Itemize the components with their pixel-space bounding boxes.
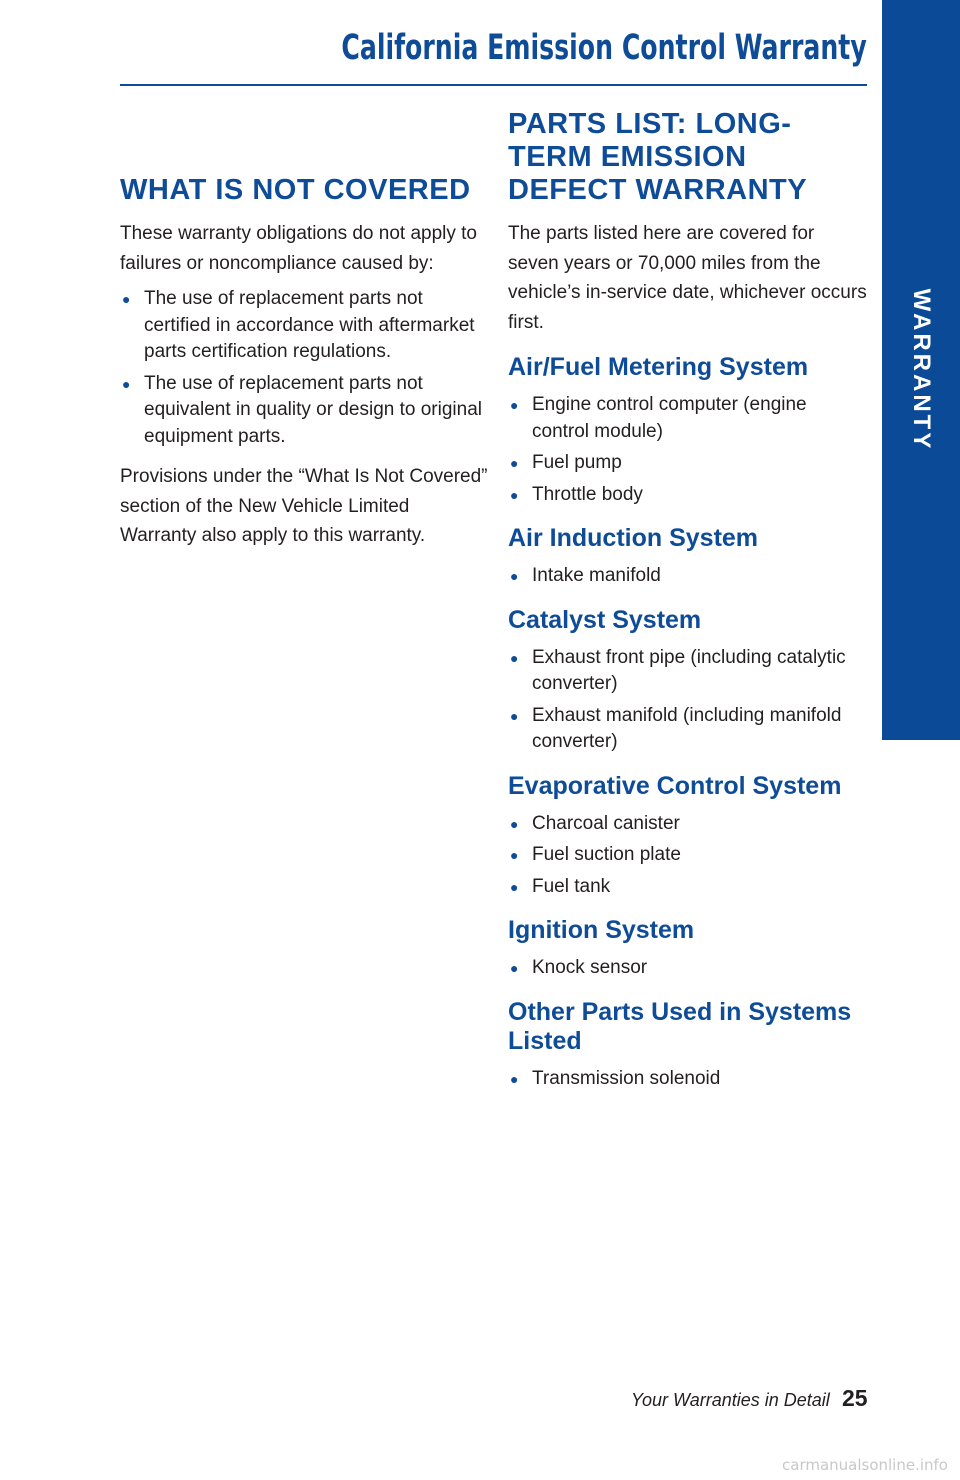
bullet-icon: ● — [510, 1070, 519, 1087]
list-item — [120, 371, 490, 451]
list-item-text: Exhaust front pipe (including catalytic converter) — [532, 646, 846, 694]
list-item-text: The use of replacement parts not certified in accordance with aftermarket parts certification regulations. — [144, 288, 475, 362]
subheading-air-fuel-metering: Air/Fuel Metering System — [508, 353, 809, 381]
list-item — [508, 703, 868, 756]
bullet-icon: ● — [510, 486, 519, 503]
side-section-tab-label: WARRANTY — [908, 288, 935, 452]
subheading-evaporative-control: Evaporative Control System — [508, 771, 842, 800]
subheading-catalyst: Catalyst System — [508, 605, 702, 634]
list-item-text: Fuel tank — [532, 875, 611, 897]
bullet-icon: ● — [510, 878, 519, 895]
list-item-text: Charcoal canister — [532, 812, 680, 834]
parts-list — [508, 811, 868, 901]
right-column — [508, 108, 868, 1097]
list-item — [508, 955, 868, 982]
list-item — [508, 482, 868, 509]
bullet-icon: ● — [510, 568, 519, 584]
subheading-other-parts: Other Parts Used in Systems Listed — [508, 997, 852, 1055]
watermark-text: carmanualsonline.info — [782, 1456, 948, 1474]
intro-paragraph: The parts listed here are covered for seven years or 70,000 miles from the vehicle’s in-service date, whichever occurs first. — [508, 223, 867, 333]
list-item — [508, 563, 868, 590]
provisions-paragraph: Provisions under the “What Is Not Covered” section of the New Vehicle Limited Warranty also apply to this warranty. — [120, 466, 488, 546]
list-item — [508, 874, 868, 901]
parts-list — [508, 645, 868, 756]
list-item-text: Intake manifold — [532, 565, 661, 586]
list-item-text: The use of replacement parts not equivalent in quality or design to original equipment parts. — [144, 372, 482, 447]
page-header-title: California Emission Control Warranty — [341, 28, 867, 68]
list-item — [508, 1066, 868, 1093]
bullet-icon: ● — [510, 649, 519, 666]
bullet-icon: ● — [510, 455, 519, 471]
list-item-text: Transmission solenoid — [532, 1067, 721, 1089]
bullet-icon: ● — [510, 707, 519, 724]
parts-list — [508, 955, 868, 982]
subheading-ignition: Ignition System — [508, 916, 695, 944]
bullet-icon: ● — [122, 375, 131, 392]
parts-list — [508, 392, 868, 508]
list-item-text: Exhaust manifold (including manifold converter) — [532, 704, 842, 752]
list-item — [120, 286, 490, 366]
intro-paragraph: These warranty obligations do not apply to failures or noncompliance caused by: — [120, 223, 477, 274]
list-item-text: Knock sensor — [532, 957, 648, 978]
section-heading-parts-list: PARTS LIST: LONG-TERM EMISSION DEFECT WARRANTY — [508, 108, 808, 206]
bullet-icon: ● — [510, 847, 519, 863]
exclusion-list — [120, 286, 490, 450]
list-item — [508, 842, 868, 869]
list-item-text: Fuel suction plate — [532, 844, 681, 865]
header-divider — [120, 84, 867, 86]
section-heading-not-covered: WHAT IS NOT COVERED — [120, 174, 471, 206]
page-number: 25 — [842, 1385, 868, 1411]
bullet-icon: ● — [122, 291, 131, 307]
bullet-icon: ● — [510, 397, 519, 413]
subheading-air-induction: Air Induction System — [508, 524, 759, 552]
list-item-text: Fuel pump — [532, 452, 622, 473]
list-item — [508, 450, 868, 477]
footer-section-label: Your Warranties in Detail — [631, 1390, 830, 1410]
parts-list — [508, 1066, 868, 1093]
list-item-text: Throttle body — [532, 483, 643, 505]
left-column — [120, 170, 490, 559]
list-item — [508, 811, 868, 838]
list-item — [508, 392, 868, 445]
bullet-icon: ● — [510, 815, 519, 832]
list-item-text: Engine control computer (engine control module) — [532, 394, 807, 442]
bullet-icon: ● — [510, 960, 519, 976]
parts-list — [508, 563, 868, 590]
list-item — [508, 645, 868, 698]
